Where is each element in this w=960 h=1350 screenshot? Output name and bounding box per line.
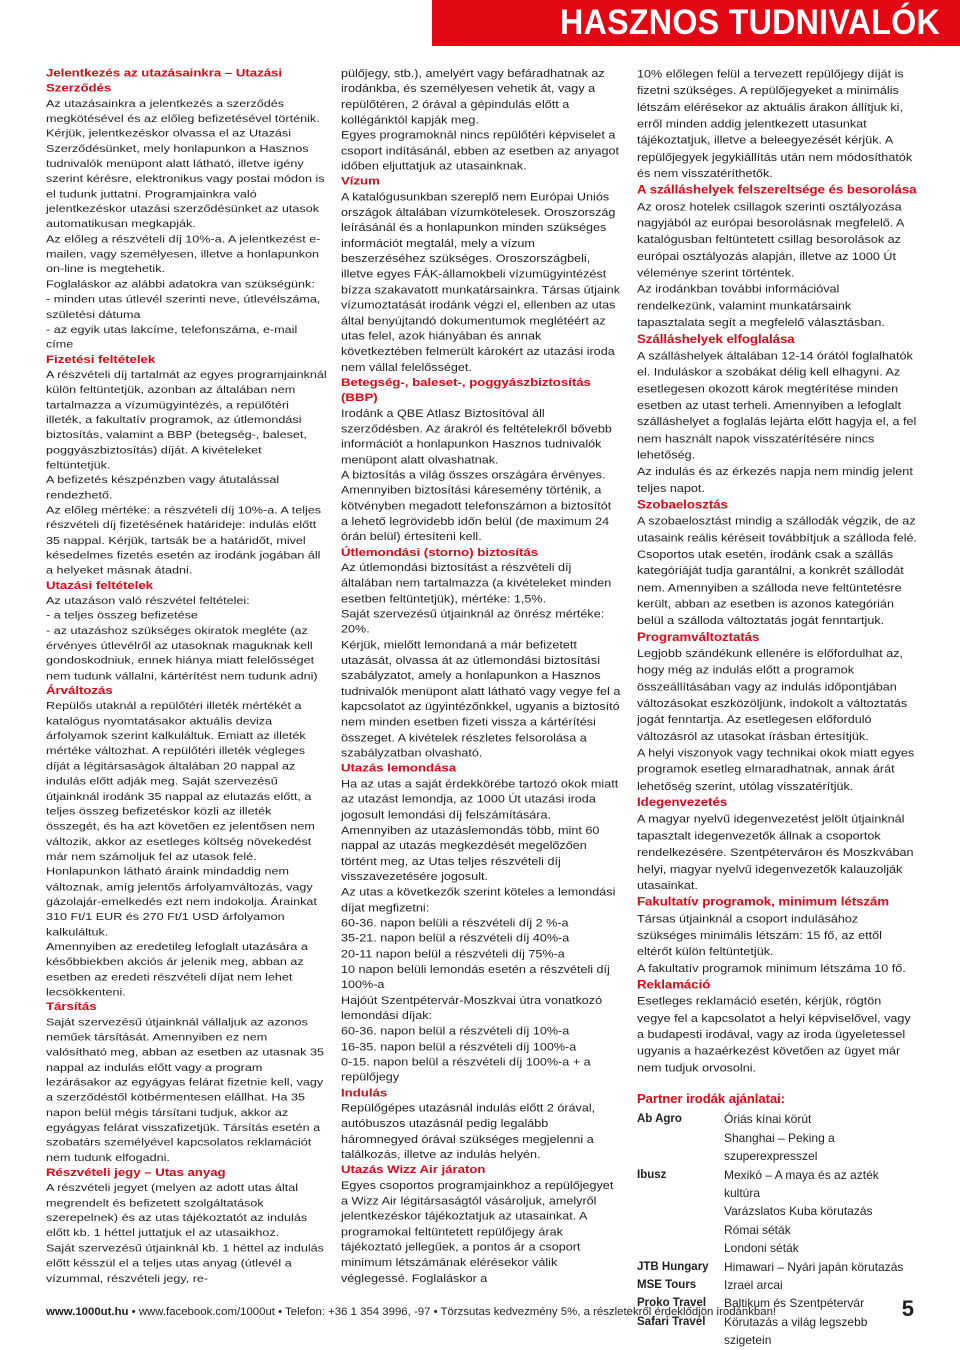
paragraph: A fakultatív programok minimum létszáma 10 fő.: [637, 961, 906, 975]
section-heading: A szálláshelyek felszereltsége és besorolása: [637, 182, 917, 197]
partner-company: [637, 1221, 724, 1239]
section-heading: Fakultatív programok, minimum létszám: [637, 894, 890, 909]
paragraph: Hajóút Szentpétervár-Moszkvai útra vonatkozó lemondási díjak:: [341, 994, 603, 1022]
section-heading: Vízum: [341, 174, 380, 188]
paragraph: Az utazásainkra a jelentkezés a szerződés megkötésével és az előleg befizetésével történik. Kérjük, jelentkezéskor olvassa el az Utazási Szerződésünket, mely honlapunkon a Hasznos tudnivalók menüpont alatt látható, illetve igény szerint kérésre, elektronikus vagy postai módon is el tudunk juttatni. Programjainkra való jelentkezéskor utazási szerződésünket az utasok automatikusan megkapják.: [46, 97, 325, 230]
paragraph: - a teljes összeg befizetése: [46, 609, 198, 622]
section-heading: Társítás: [46, 1000, 97, 1013]
partner-offer: Mexikó – A maya és az azték kultúra: [724, 1167, 879, 1201]
column-2: [341, 66, 621, 1286]
paragraph: 60-36. napon belüli a részvételi díj 2 %-a: [341, 917, 569, 929]
paragraph: - az utazáshoz szükséges okiratok megléte (az érvényes útlevélről az utasoknak maguknak kell gondoskodniuk, ennek hiánya miatt felelősséget nem tudunk vállalni, kártérítést nem tudunk adni): [46, 624, 318, 682]
partner-offer: Himawari – Nyári japán körutazás: [724, 1259, 904, 1274]
partner-company: [637, 1239, 724, 1257]
paragraph: Az indulás és az érkezés napja nem mindig jelent teljes napot.: [637, 465, 913, 495]
paragraph: Esetleges reklamáció esetén, kérjük, rögtön vegye fel a kapcsolatot a helyi képviselővel, vagy a budapesti irodával, vagy az iroda ügyeletessel ugyanis a hazaérkezést követően az ügyet már nem tudjuk orvosolni.: [637, 994, 911, 1074]
paragraph: Repülőgépes utazásnál indulás előtt 2 órával, autóbuszos utazásnál pedig legalább háromnegyed órával szükséges megjelenni a találkozás, illetve az indulás helyén.: [341, 1102, 596, 1161]
column-1: [46, 66, 328, 1286]
paragraph: Ha az utas a saját érdekkörébe tartozó okok miatt az utazást lemondja, az 1000 Út utazási iroda jogosult lemondási díj felszámítására. Amennyiben az utazáslemondás több, mint 60 nappal az utazás megkezdését megelőzően történt meg, az Utas teljes részvételi díj visszavezetésére jogosult.: [341, 778, 619, 883]
page-title: HASZNOS TUDNIVALÓK: [559, 3, 940, 42]
paragraph: - az egyik utas lakcíme, telefonszáma, e-mail címe: [46, 323, 298, 351]
section-heading: Betegség-, baleset-, poggyászbiztosítás (BBP): [341, 375, 591, 404]
page-number: 5: [901, 1296, 914, 1321]
section-heading: Idegenvezetés: [637, 795, 728, 809]
section-heading: Jelentkezés az utazásainkra – Utazási Szerződés: [46, 66, 283, 95]
partner-company: Proko Travel: [637, 1297, 707, 1310]
paragraph: Egyes programoknál nincs repülőtéri képviselet a csoport indításánál, ebben az esetben az anyagot időben eljuttatjuk az utasainknak.: [341, 129, 619, 173]
partner-company: MSE Tours: [637, 1279, 697, 1292]
partner-row: [637, 1110, 917, 1128]
partner-company: Ab Agro: [637, 1113, 682, 1126]
partner-row: [637, 1166, 917, 1203]
paragraph: Saját szervezésű útjainknál az önrész mértéke: 20%.: [341, 608, 605, 636]
paragraph: 10 napon belüli lemondás esetén a részvételi díj 100%-a: [341, 963, 610, 991]
paragraph: Legjobb szándékunk ellenére is előfordulhat az, hogy még az indulás előtt a programok összeállításában vagy az indulás időpontjában változásokat eszközöljünk, indokolt a változtatás jogát fenntartja. Az esetlegesen előforduló változásról az utasokat írásban értesítjük.: [637, 647, 908, 743]
title-banner: [432, 0, 960, 46]
paragraph: 20-11 napon belül a részvételi díj 75%-a: [341, 948, 565, 960]
paragraph: Amennyiben biztosítási káresemény történik, a kötvényben megadott telefonszámon a biztosítót a lehető legrövidebb időn belül (de maximum 24 órán belül) értesíteni kell.: [341, 484, 612, 543]
paragraph: Az előleg mértéke: a részvételi díj 10%-a. A teljes részvételi díj fizetésének határideje: indulás előtt 35 nappal. Kérjük, tartsák be a határidőt, mivel késedelmes fizetés esetén az irodánk jogában áll a helyeket másnak átadni.: [46, 504, 322, 577]
partner-row: [637, 1276, 917, 1294]
section-heading: Programváltoztatás: [637, 629, 760, 644]
partner-company: [637, 1202, 724, 1220]
partner-row: [637, 1239, 917, 1257]
partner-row: [637, 1258, 917, 1276]
partner-offer: Körutazás a világ legszebb szigetein: [724, 1314, 868, 1348]
section-heading: Részvételi jegy – Utas anyag: [46, 1166, 226, 1179]
partner-row: [637, 1313, 917, 1350]
footer-contact: • www.facebook.com/1000ut • Telefon: +36 1 354 3996, -97 • Törzsutas kedvezmény 5%, a részletekről érdeklődjön irodánkban!: [128, 1306, 777, 1318]
partner-company: Ibusz: [637, 1168, 667, 1181]
section-heading: Szobaelosztás: [637, 497, 728, 511]
partner-offer: Izrael arcai: [724, 1278, 783, 1293]
section-heading: Útlemondási (storno) biztosítás: [341, 545, 539, 559]
paragraph: Repülős utaknál a repülőtéri illeték mértékét a katalógus nyomtatásakor aktuális deviza árfolyamok szerint kalkuláltuk. Emiatt az illeték mértéke változhat. A repülőtéri illeték végleges díját a légitársaságok általában 20 nappal az indulás előtt adják meg. Saját szervezésű útjainknál irodánk 35 nappal az elutazás előtt, a teljes összeg befizetéskor közli az illeték összegét, és ha azt követően ez jelentősen nem változik, akkor az esetleges költség növekedést már nem számoljuk fel az utasok felé.: [46, 700, 315, 863]
paragraph: Az utas a következők szerint köteles a lemondási díjat megfizetni:: [341, 886, 616, 914]
partner-offer: Varázslatos Kuba körutazás: [724, 1204, 873, 1219]
paragraph: Saját szervezésű útjainknál vállaljuk az azonos neműek társítását. Amennyiben ez nem valósítható meg, abban az esetben az utasnak 35 nappal az indulás előtt vagy a program lezárásakor az egyágyas felárat fizetnie kell, vagy a szerződéstől kötbérmentesen elállhat. Ha 35 napon belül mégis társítani tudjuk, akkor az egyágyas felárat visszafizetjük. Társítás esetén a szobatárs személyével kapcsolatos reklamációt nem tudunk elfogadni.: [46, 1016, 324, 1164]
partner-heading: Partner irodák ajánlatai:: [637, 1091, 786, 1106]
section-heading: Utazás lemondása: [341, 761, 457, 775]
paragraph: 16-35. napon belül a részvételi díj 100%-a: [341, 1040, 577, 1053]
paragraph: - minden utas útlevél szerinti neve, útlevélszáma, születési dátuma: [46, 293, 321, 321]
partner-offer: Londoni séták: [724, 1241, 799, 1256]
partner-company: JTB Hungary: [637, 1260, 709, 1273]
partner-row: [637, 1221, 917, 1239]
paragraph: A szobaelosztást mindig a szállodák végzik, de az utasaink reális kéréseit továbbítjuk a szálloda felé. Csoportos utak esetén, irodánk csak a szállás kategóriáját tudja garantálni, a konkrét szállodát nem. Amennyiben a szálloda neve feltüntetésre került, abban az esetben is azonos kategórián belül a szálloda változtatás jogát fenntartjuk.: [637, 514, 918, 627]
paragraph: A befizetés készpénzben vagy átutalással rendezhető.: [46, 474, 280, 501]
section-heading: Reklamáció: [637, 977, 711, 992]
paragraph: A részvételi díj tartalmát az egyes programjainknál külön feltüntetjük, azonban az általában nem tartalmazza a vízumügyintézés, a repülőtéri illeték, a fakultatív programok, az útlemondási biztosítás, valamint a BBP (betegség-, baleset, poggyászbiztosítás) díját. A kivételeket feltüntetjük.: [46, 368, 327, 471]
paragraph: Kérjük, mielőtt lemondaná a már befizetett utazását, olvassa át az útlemondási biztosítási szabályzatot, amely a honlapunkon a Hasznos tudnivalók menüpont alatt látható vagy vegye fel a kapcsolatot az ügyintézőnkkel, ugyanis a biztosító nem minden esetben fizeti vissza a kártérítési összeget. A kivételek részletes felsorolása a szabályzatban olvasható.: [341, 639, 621, 760]
paragraph: A részvételi jegyet (melyen az adott utas által megrendelt és befizetett szolgáltatások szerepelnek) és az utas tájékoztatót az indulás előtt kb. 1 héttel juttatjuk el az utasaikhoz.: [46, 1182, 308, 1239]
paragraph: A helyi viszonyok vagy technikai okok miatt egyes programok esetleg elmaradhatnak, annak árát lehetőség szerint, utólag visszatérítjük.: [637, 746, 915, 793]
paragraph: pülőjegy, stb.), amelyért vagy befáradhatnak az irodánkba, és személyesen vehetik át, vagy a repülőtéren, 2 órával a gépindulás előtt a kollégánktól kapják meg.: [341, 67, 605, 126]
partner-offer: Óriás kínai körút: [724, 1112, 812, 1127]
paragraph: Társas útjainknál a csoport indulásához szükséges minimális létszám: 15 fő, az ettől eltérőt külön feltüntetjük.: [637, 912, 882, 958]
paragraph: Az irodánkban további információval rendelkezünk, valamint munkatársaink tapasztalata segít a megfelelő választásban.: [637, 283, 885, 329]
paragraph: A magyar nyelvű idegenvezetést jelölt útjainknál tapasztalt idegenvezetők állnak a csoportok rendelkezésére. Szentpétervárон és Moszkvában helyi, magyar nyelvű idegenvezetők kalauzolják utasainkat.: [637, 812, 914, 892]
section-heading: Szálláshelyek elfoglalása: [637, 331, 795, 346]
paragraph: Amennyiben az eredetileg lefoglalt utazására a későbbiekben akciós ár jelenik meg, abban az esetben az eredeti részvételi díjat nem lehet lecsökkenteni.: [46, 941, 308, 998]
paragraph: Saját szervezésű útjainknál kb. 1 héttel az indulás előtt késszül el a teljes utas anyag (útlevél a vízummal, részvételi jegy, re-: [46, 1242, 324, 1284]
partner-row: [637, 1129, 917, 1166]
paragraph: 60-36. napon belül a részvételi díj 10%-a: [341, 1025, 570, 1038]
paragraph: Az utazáson való részvétel feltételei:: [46, 594, 250, 607]
footer: [46, 1306, 866, 1318]
section-heading: Utazás Wizz Air járaton: [341, 1163, 486, 1177]
paragraph: Egyes csoportos programjainkhoz a repülőjegyet a Wizz Air légitársaságtól vásároljuk, amelyről jelentkezéskor tájékoztatjuk az utasainkat. A programokal feltüntetett repülőjegy árak tájékoztató jellegűek, a pontos ár a csoport minimum létszámának elérésekor válik véglegessé. Foglaláskor a: [341, 1179, 614, 1285]
footer-website[interactable]: www.1000ut.hu: [46, 1306, 129, 1318]
paragraph: A katalógusunkban szereplő nem Európai Uniós országok általában vízumkötelesek. Oroszország leírásánál és a honlapunkon minden szükséges információt megtalál, mely a vízum beszerzéséhez szükséges. Oroszországbeli, illetve egyes FÁK-államokbeli vízumügyintézést bízza szakavatott munkatársainkra. Társas útjaink vízumoztatását irodánk végzi el, ellenben az utas által benyújtandó dokumentumok meglétéért az utas felel, azok hiányában és annak következtében felmerült károkért az utazási iroda nem vállal felelősséget.: [341, 191, 621, 373]
paragraph: A szálláshelyek általában 12-14 órától foglalhatók el. Induláskor a szobákat délig kell elhagyni. Az esetlegesen okozott károk megtérítése minden esetben az utast terheli. Amennyiben a lefoglalt szálláshelyet a foglalás lejárta előtt hagyja el, a fel nem használt napok visszatérítésére nincs lehetőség.: [637, 349, 917, 462]
partner-offer: Shanghai – Peking a szuperexpresszel: [724, 1130, 835, 1164]
partner-row: [637, 1202, 917, 1220]
column-3: [637, 66, 917, 1076]
section-heading: Árváltozás: [46, 684, 113, 697]
paragraph: Foglaláskor az alábbi adatokra van szükségünk:: [46, 278, 315, 290]
section-heading: Indulás: [341, 1086, 388, 1099]
partner-company: Safari Travel: [637, 1315, 706, 1328]
paragraph: Az orosz hotelek csillagok szerinti osztályozása nagyjából az európai besorolásnak megfelelő. A katalógusban feltüntetett csillag besorolások az európai osztályozás alapján, illetve az 1000 Út véleménye szerint történtek.: [637, 200, 904, 280]
paragraph: 35-21. napon belül a részvételi díj 40%-a: [341, 932, 570, 945]
paragraph: A biztosítás a világ összes országára érvényes.: [341, 469, 606, 482]
section-heading: Fizetési feltételek: [46, 352, 156, 366]
paragraph: Honlapunkon látható áraink mindaddig nem változnak, amíg jelentős árfolyamváltozás, vagy gázolajár-emelkedés ezt nem indokolja. Árainkat 310 Ft/1 EUR és 270 Ft/1 USD árfolyamon kalkuláltuk.: [46, 865, 317, 938]
paragraph: Irodánk a QBE Atlasz Biztosítóval áll szerződésben. Az árakról és feltételekről bővebb információt a honlapunkon Hasznos tudnivalók menüpont alatt olvashatnak.: [341, 407, 612, 466]
section-heading: Utazási feltételek: [46, 578, 154, 592]
partner-offer: Római séták: [724, 1222, 791, 1237]
paragraph: 0-15. napon belül a részvételi díj 100%-a + a repülőjegy: [341, 1056, 591, 1084]
partner-offer: Baltikum és Szentpétervár: [724, 1296, 865, 1311]
paragraph: 10% előlegen felül a tervezett repülőjegy díját is fizetni szükséges. A repülőjegyeket a minimális létszám elérésekor az aktuális árakon állítjuk ki, erről minden addig jelentkezett utasunkat tájékoztatjuk, illetve a beleegyezését kérjük. A repülőjegyek jegykiállítás után nem módosíthatók és nem visszatéríthetők.: [637, 67, 913, 180]
paragraph: Az előleg a részvételi díj 10%-a. A jelentkezést e-mailen, vagy személyesen, illetve a honlapunkon on-line is megtehetik.: [46, 233, 321, 275]
partner-company: [637, 1129, 724, 1166]
paragraph: Az útlemondási biztosítást a részvételi díj általában nem tartalmazza (a kivételeket minden esetben feltüntetjük), mértéke: 1,5%.: [341, 561, 612, 605]
